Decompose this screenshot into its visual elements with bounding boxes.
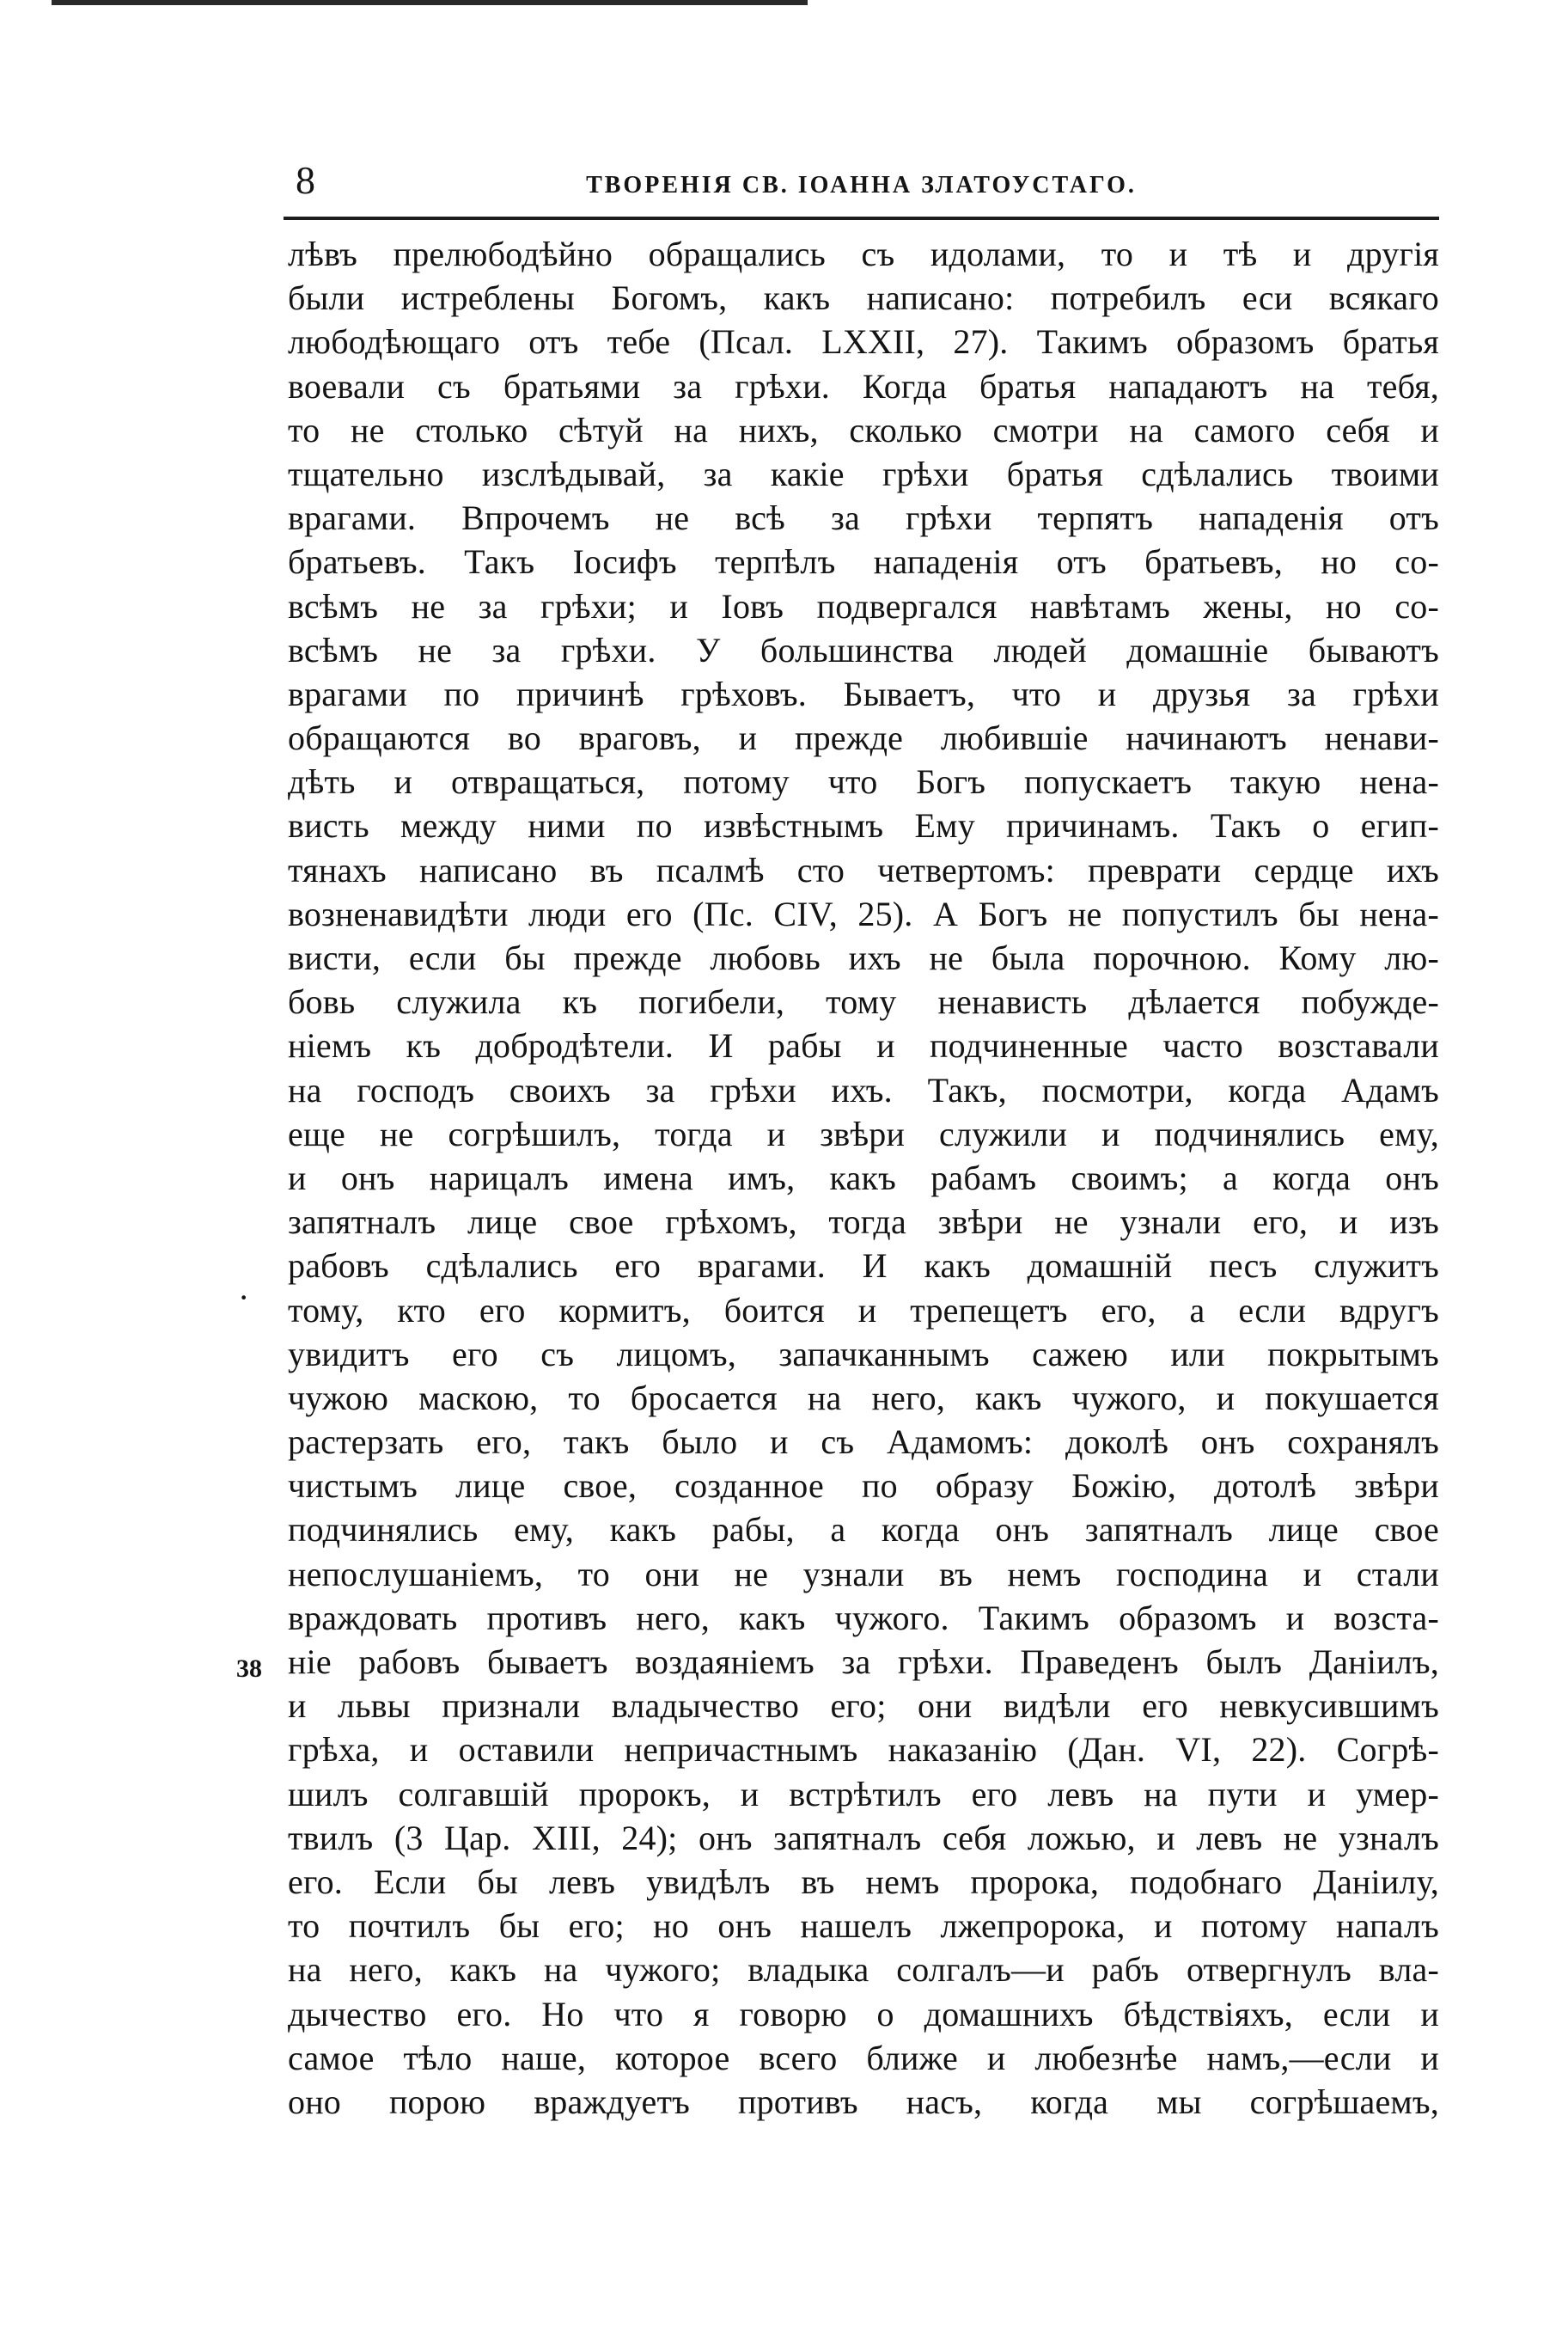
text-line: подчинялись ему, какъ рабы, а когда онъ запятналъ лице свое [288, 1510, 1439, 1550]
text-line: дычество его. Но что я говорю о домашнихъ бѣдствіяхъ, если и [288, 1994, 1439, 2033]
text-line: лѣвъ прелюбодѣйно обращались съ идолами, то и тѣ и другія [288, 235, 1439, 273]
text-line: всѣмъ не за грѣхи; и Іовъ подвергался навѣтамъ жены, но со- [288, 586, 1439, 626]
text-line: врагами. Впрочемъ не всѣ за грѣхи терпятъ нападенія отъ [288, 498, 1439, 538]
text-line: то не столько сѣтуй на нихъ, сколько смотри на самого себя и [288, 410, 1439, 449]
text-line: были истреблены Богомъ, какъ написано: потребилъ еси всякаго [288, 278, 1439, 318]
text-line: шилъ солгавшій пророкъ, и встрѣтилъ его левъ на пути и умер- [288, 1774, 1439, 1813]
text-line: дѣть и отвращаться, потому что Богъ попускаетъ такую нена- [288, 762, 1439, 802]
text-line: всѣмъ не за грѣхи. У большинства людей домашніе бываютъ [288, 630, 1439, 670]
text-line: ніе рабовъ бываетъ воздаяніемъ за грѣхи. Праведенъ былъ Даніилъ, [288, 1642, 1439, 1681]
text-line: висти, если бы прежде любовь ихъ не была порочною. Кому лю- [288, 939, 1439, 977]
text-line: его. Если бы левъ увидѣлъ въ немъ пророка, подобнаго Даніилу, [288, 1862, 1439, 1901]
text-line: тянахъ написано въ псалмѣ сто четвертомъ: преврати сердце ихъ [288, 850, 1439, 890]
text-line: твилъ (3 Цар. XIII, 24); онъ запятналъ себя ложью, и левъ не узналъ [288, 1818, 1439, 1857]
margin-page-reference: 38 [236, 1654, 262, 1683]
text-line: братьевъ. Такъ Іосифъ терпѣлъ нападенія отъ братьевъ, но со- [288, 542, 1439, 582]
page-number: 8 [296, 158, 315, 202]
header-rule [284, 217, 1439, 220]
book-title: ТВОРЕНІЯ СВ. ІОАННА ЗЛАТОУСТАГО. [586, 172, 1137, 199]
text-line: висть между ними по извѣстнымъ Ему причинамъ. Такъ о егип- [288, 806, 1439, 846]
text-line: на господъ своихъ за грѣхи ихъ. Такъ, посмотри, когда Адамъ [288, 1070, 1439, 1110]
text-line: обращаются во враговъ, и прежде любившіе начинаютъ ненави- [288, 718, 1439, 758]
text-line: чужою маскою, то бросается на него, какъ чужого, и покушается [288, 1378, 1439, 1417]
text-line: враждовать противъ него, какъ чужого. Такимъ образомъ и возста- [288, 1598, 1439, 1637]
text-line: и львы признали владычество его; они видѣли его невкусившимъ [288, 1686, 1439, 1726]
text-line: оно порою враждуетъ противъ насъ, когда мы согрѣшаемъ, [288, 2082, 1439, 2121]
text-line: чистымъ лице свое, созданное по образу Божію, дотолѣ звѣри [288, 1466, 1439, 1506]
text-line: любодѣющаго отъ тебе (Псал. LXXII, 27). Такимъ образомъ братья [288, 322, 1439, 362]
text-line: непослушаніемъ, то они не узнали въ немъ господина и стали [288, 1554, 1439, 1593]
text-line: рабовъ сдѣлались его врагами. И какъ домашній песъ служитъ [288, 1246, 1439, 1286]
text-line: то почтилъ бы его; но онъ нашелъ лжепророка, и потому напалъ [288, 1906, 1439, 1946]
running-head [284, 159, 1439, 211]
text-line: воевали съ братьями за грѣхи. Когда братья нападаютъ на тебя, [288, 366, 1439, 406]
top-edge-rule [52, 0, 808, 5]
text-line: еще не согрѣшилъ, тогда и звѣри служили и подчинялись ему, [288, 1114, 1439, 1153]
text-line: тому, кто его кормитъ, боится и трепещетъ его, а если вдругъ [288, 1290, 1439, 1330]
body-text [288, 232, 1439, 2124]
text-line: бовь служила къ погибели, тому ненависть дѣлается побужде- [288, 982, 1439, 1022]
text-line: возненавидѣти люди его (Пс. CIV, 25). А Богъ не попустилъ бы нена- [288, 894, 1439, 933]
text-line: ніемъ къ добродѣтели. И рабы и подчиненные часто возставали [288, 1026, 1439, 1066]
text-line: на него, какъ на чужого; владыка солгалъ—и рабъ отвергнулъ вла- [288, 1950, 1439, 1990]
text-line: грѣха, и оставили непричастнымъ наказанію (Дан. VI, 22). Согрѣ- [288, 1730, 1439, 1770]
text-line: запятналъ лице свое грѣхомъ, тогда звѣри не узнали его, и изъ [288, 1202, 1439, 1242]
text-line: увидитъ его съ лицомъ, запачканнымъ сажею или покрытымъ [288, 1334, 1439, 1373]
text-line: врагами по причинѣ грѣховъ. Бываетъ, что и друзья за грѣхи [288, 674, 1439, 713]
text-line: тщательно изслѣдывай, за какіе грѣхи братья сдѣлались твоими [288, 454, 1439, 493]
text-line: и онъ нарицалъ имена имъ, какъ рабамъ своимъ; а когда онъ [288, 1158, 1439, 1197]
margin-mark: · [238, 1278, 250, 1317]
text-line: самое тѣло наше, которое всего ближе и любезнѣе намъ,—если и [288, 2038, 1439, 2077]
text-line: растерзать его, такъ было и съ Адамомъ: доколѣ онъ сохранялъ [288, 1422, 1439, 1462]
